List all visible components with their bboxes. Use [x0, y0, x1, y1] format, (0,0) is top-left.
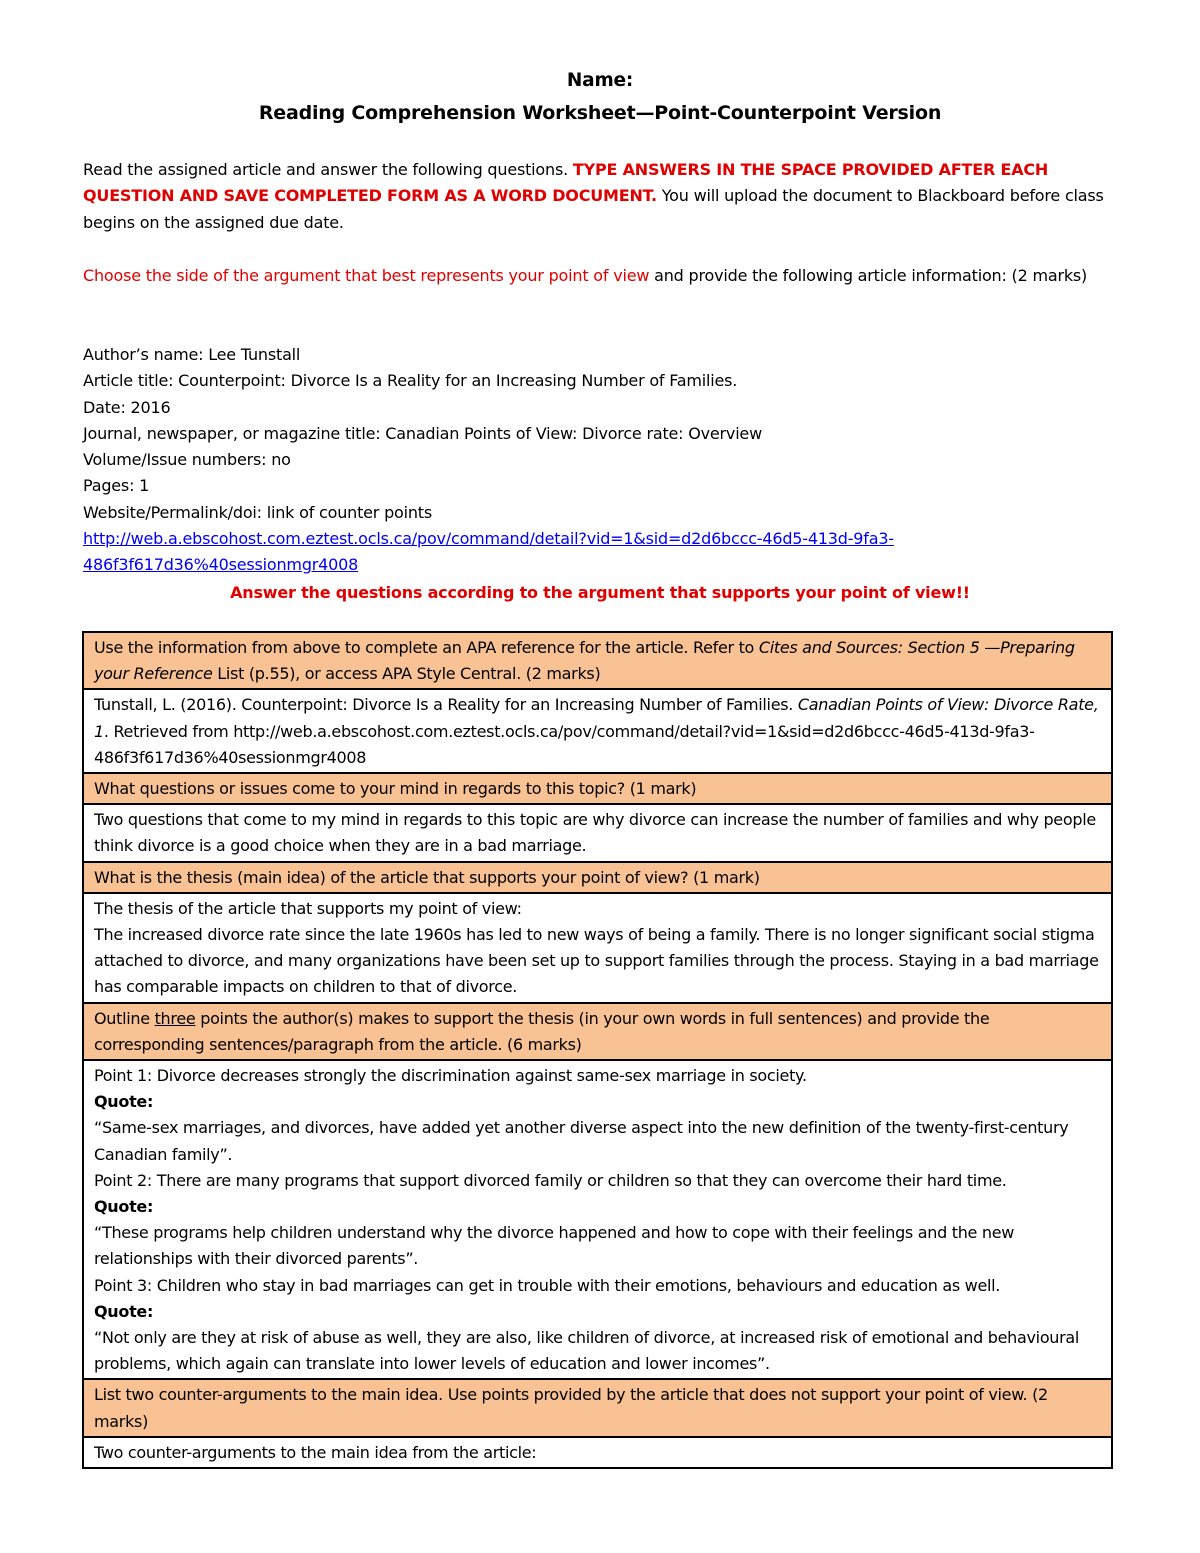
table-row — [83, 1060, 1112, 1379]
table-row — [83, 1003, 1112, 1060]
table-row — [83, 632, 1112, 689]
choose-side-paragraph — [83, 263, 1128, 289]
question-three-points — [83, 1003, 1112, 1060]
date-line: Date: 2016 — [83, 397, 171, 417]
question-underline: three — [154, 1008, 196, 1028]
answer-text: Tunstall, L. (2016). Counterpoint: Divorce Is a Reality for an Increasing Number of Families. — [94, 695, 798, 715]
answer-note: Answer the questions according to the argument that supports your point of view!! — [230, 583, 970, 602]
volume-line: Volume/Issue numbers: no — [83, 450, 291, 470]
answer-text: The increased divorce rate since the late 1960s has led to new ways of being a family. There is no longer significant social stigma attached to divorce, and many organizations have been set up to support families through the process. Staying in a bad marriage has comparable impacts on children to that of divorce. — [94, 925, 1099, 997]
table-row — [83, 893, 1112, 1003]
question-text: Outline — [94, 1008, 155, 1028]
point-text: There are many programs that support divorced family or children so that they can overcome their hard time. — [151, 1170, 1007, 1190]
answer-italic: Canadian Points of View: Divorce Rate, 1 — [94, 695, 1099, 741]
point-text: Divorce decreases strongly the discrimination against same-sex marriage in society. — [151, 1066, 807, 1086]
pages-line: Pages: 1 — [83, 476, 150, 496]
question-counter-arguments: List two counter-arguments to the main idea. Use points provided by the article that does not support your point of view. (2 marks) — [83, 1379, 1112, 1436]
choose-side-rest: and provide the following article information: (2 marks) — [649, 266, 1088, 285]
answer-thesis[interactable] — [83, 893, 1112, 1003]
instructions-paragraph — [83, 157, 1128, 236]
name-label: Name: — [566, 70, 634, 91]
answer-issues[interactable]: Two questions that come to my mind in regards to this topic are why divorce can increase the number of families and why people think divorce is a good choice when they are in a bad marriage. — [83, 804, 1112, 861]
quote-text: “These programs help children understand why the divorce happened and how to cope with their feelings and the new relationships with their divorced parents”. — [94, 1223, 1015, 1269]
instructions-intro: Read the assigned article and answer the following questions. — [83, 160, 573, 179]
table-row — [83, 804, 1112, 861]
table-row — [83, 1437, 1112, 1468]
answer-text: . Retrieved from http://web.a.ebscohost.com.eztest.ocls.ca/pov/command/detail?vid=1&sid=d2d6bccc-46d5-413d-9fa3-486f3f617d36%40sessionmgr4008 — [94, 721, 1035, 767]
choose-side-red: Choose the side of the argument that best represents your point of view — [83, 266, 650, 285]
page-title: Reading Comprehension Worksheet—Point-Counterpoint Version — [258, 102, 942, 124]
point-label: Point 2: — [94, 1170, 152, 1190]
article-info — [83, 342, 1128, 579]
website-line: Website/Permalink/doi: link of counter points — [83, 502, 433, 522]
table-row — [83, 862, 1112, 893]
point-label: Point 1: — [94, 1066, 152, 1086]
article-title-line: Article title: Counterpoint: Divorce Is a Reality for an Increasing Number of Families. — [83, 371, 738, 391]
question-text: List (p.55), or access APA Style Central. (2 marks) — [212, 664, 601, 684]
instructions-caps: TYPE ANSWERS IN THE SPACE PROVIDED AFTER EACH QUESTION AND SAVE COMPLETED FORM AS A WORD DOCUMENT. — [83, 160, 1049, 206]
answer-apa-reference[interactable] — [83, 689, 1112, 773]
table-row — [83, 1379, 1112, 1436]
question-issues: What questions or issues come to your mind in regards to this topic? (1 mark) — [83, 773, 1112, 804]
table-row — [83, 773, 1112, 804]
answer-text: The thesis of the article that supports my point of view: — [94, 898, 522, 918]
point-text: Children who stay in bad marriages can get in trouble with their emotions, behaviours and education as well. — [151, 1275, 1001, 1295]
question-text: Use the information from above to complete an APA reference for the article. Refer to — [94, 638, 759, 657]
instructions-rest: You will upload the document to Blackboard before class begins on the assigned due date. — [83, 186, 1104, 232]
question-apa-reference — [83, 632, 1112, 689]
quote-text: “Not only are they at risk of abuse as well, they are also, like children of divorce, at increased risk of emotional and behavioural problems, which again can translate into lower levels of education and lower incomes”. — [94, 1328, 1080, 1374]
point-label: Point 3: — [94, 1275, 152, 1295]
article-url-link-cont[interactable]: 486f3f617d36%40sessionmgr4008 — [83, 555, 359, 575]
answer-three-points[interactable] — [83, 1060, 1112, 1379]
table-row — [83, 689, 1112, 773]
worksheet-table — [82, 631, 1113, 1469]
quote-label: Quote: — [94, 1092, 154, 1112]
question-thesis: What is the thesis (main idea) of the article that supports your point of view? (1 mark) — [83, 862, 1112, 893]
question-italic: Cites and Sources: Section 5 —Preparing your Reference — [94, 638, 1075, 684]
answer-counter-arguments[interactable]: Two counter-arguments to the main idea from the article: — [83, 1437, 1112, 1468]
quote-label: Quote: — [94, 1301, 154, 1321]
question-text: points the author(s) makes to support the thesis (in your own words in full sentences) and provide the corresponding sentences/paragraph from the article. (6 marks) — [94, 1008, 990, 1054]
author-line: Author’s name: Lee Tunstall — [83, 345, 301, 364]
quote-text: “Same-sex marriages, and divorces, have added yet another diverse aspect into the new definition of the twenty-first-century Canadian family”. — [94, 1118, 1069, 1164]
journal-line: Journal, newspaper, or magazine title: Canadian Points of View: Divorce rate: Overview — [83, 423, 762, 443]
article-url-link[interactable]: http://web.a.ebscohost.com.eztest.ocls.ca/pov/command/detail?vid=1&sid=d2d6bccc-46d5-413d-9fa3- — [83, 529, 894, 549]
quote-label: Quote: — [94, 1197, 154, 1217]
